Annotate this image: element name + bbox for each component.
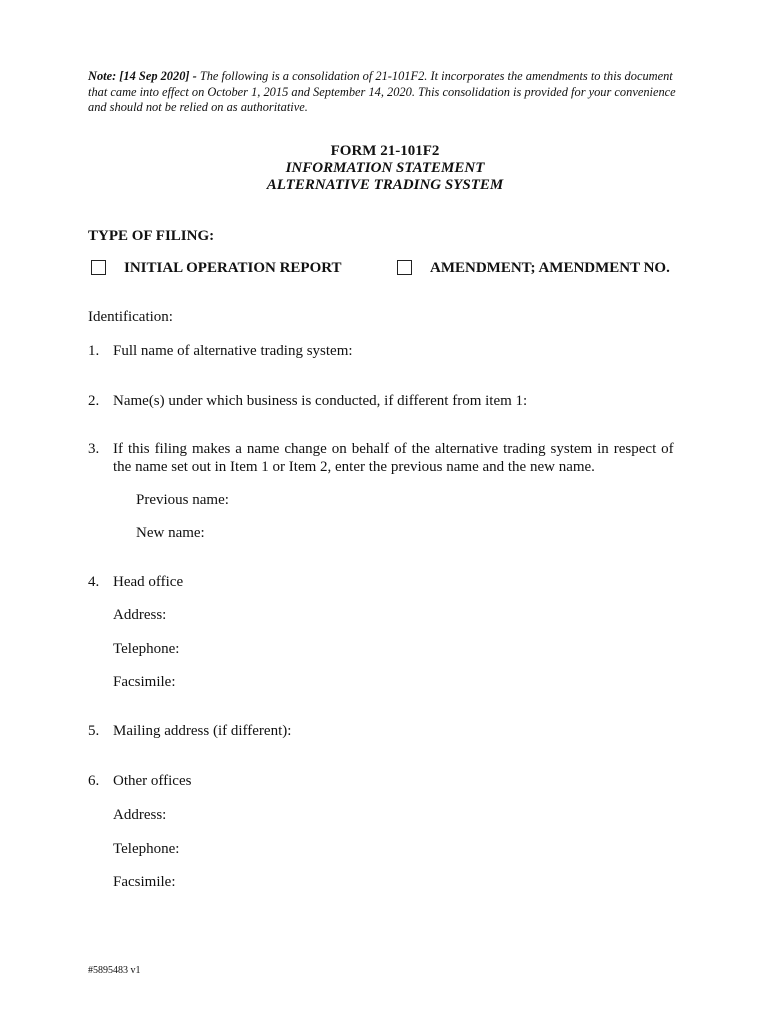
other-office-telephone-label: Telephone:	[113, 841, 180, 857]
amendment-label: AMENDMENT; AMENDMENT NO.	[430, 260, 670, 276]
item-4-number: 4.	[88, 574, 100, 590]
head-office-address-label: Address:	[113, 607, 167, 623]
note-label: Note: [14 Sep 2020] -	[88, 69, 197, 83]
item-4-text: Head office	[113, 574, 184, 590]
new-name-label: New name:	[136, 525, 205, 541]
item-2-text: Name(s) under which business is conducted, if different from item 1:	[113, 393, 528, 409]
form-subtitle: ALTERNATIVE TRADING SYSTEM	[266, 177, 504, 193]
item-3-number: 3.	[88, 441, 100, 457]
item-3-text-2: the name set out in Item 1 or Item 2, enter the previous name and the new name.	[113, 459, 595, 475]
initial-operation-label: INITIAL OPERATION REPORT	[124, 260, 342, 276]
item-6-number: 6.	[88, 773, 100, 789]
item-1-text: Full name of alternative trading system:	[113, 343, 353, 359]
item-1-number: 1.	[88, 343, 100, 359]
head-office-facsimile-label: Facsimile:	[113, 674, 176, 690]
amendment-checkbox[interactable]	[397, 260, 412, 275]
previous-name-label: Previous name:	[136, 492, 229, 508]
item-2-number: 2.	[88, 393, 100, 409]
head-office-telephone-label: Telephone:	[113, 641, 180, 657]
other-office-facsimile-label: Facsimile:	[113, 874, 176, 890]
item-5-text: Mailing address (if different):	[113, 723, 292, 739]
other-office-address-label: Address:	[113, 807, 167, 823]
identification-heading: Identification:	[88, 309, 173, 325]
consolidation-note	[88, 69, 688, 116]
type-of-filing-heading: TYPE OF FILING:	[88, 228, 215, 244]
form-number: FORM 21-101F2	[330, 143, 440, 159]
item-5-number: 5.	[88, 723, 100, 739]
document-footer-id: #5895483 v1	[88, 965, 141, 976]
form-title: INFORMATION STATEMENT	[285, 160, 485, 176]
item-3-text: If this filing makes a name change on behalf of the alternative trading system in respect of	[113, 441, 674, 457]
item-6-text: Other offices	[113, 773, 192, 789]
initial-operation-checkbox[interactable]	[91, 260, 106, 275]
note-text: The following is a consolidation of 21-101F2. It incorporates the amendments to this document that came into effect on October 1, 2015 and September 14, 2020. This consolidation is provided for your convenience and should not be relied on as authoritative.	[88, 69, 676, 114]
